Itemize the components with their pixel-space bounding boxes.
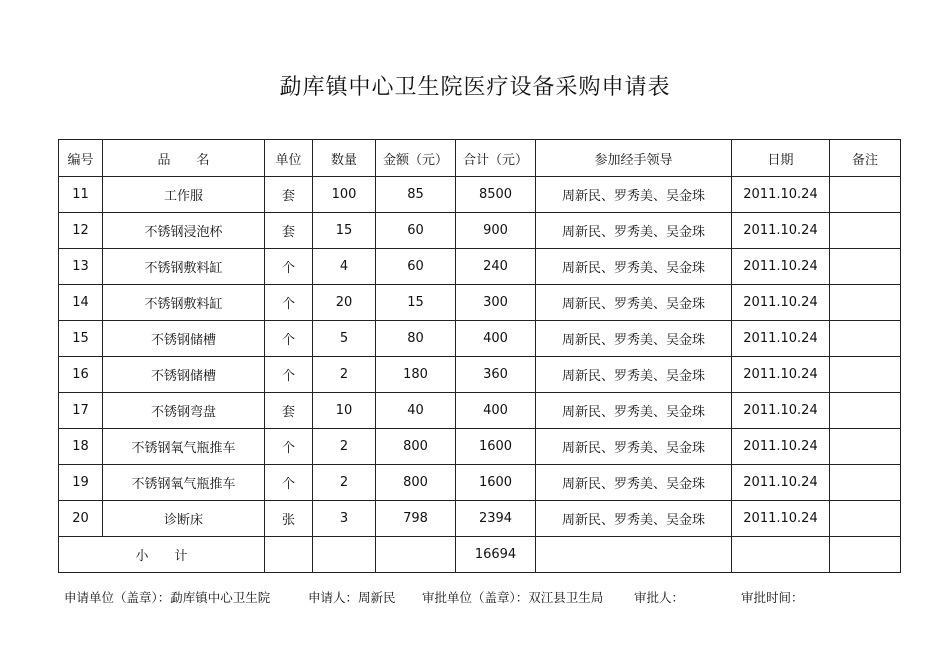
cell-unit: 个 [265, 285, 313, 321]
cell-date: 2011.10.24 [732, 393, 830, 429]
cell-amount: 60 [376, 213, 456, 249]
cell-remarks [830, 357, 901, 393]
cell-leaders: 周新民、罗秀美、吴金珠 [536, 177, 732, 213]
cell-id: 18 [59, 429, 103, 465]
table-row [59, 249, 901, 285]
cell-unit: 个 [265, 357, 313, 393]
cell-item-name: 不锈钢浸泡杯 [103, 213, 265, 249]
cell-total: 240 [456, 249, 536, 285]
cell-item-name: 工作服 [103, 177, 265, 213]
cell-date: 2011.10.24 [732, 177, 830, 213]
subtotal-empty-date [732, 537, 830, 573]
cell-date: 2011.10.24 [732, 429, 830, 465]
cell-remarks [830, 393, 901, 429]
cell-quantity: 4 [313, 249, 376, 285]
cell-id: 12 [59, 213, 103, 249]
cell-amount: 15 [376, 285, 456, 321]
cell-quantity: 20 [313, 285, 376, 321]
approval-time: 审批时间： [741, 590, 804, 605]
cell-item-name: 不锈钢氧气瓶推车 [103, 465, 265, 501]
cell-quantity: 2 [313, 465, 376, 501]
cell-amount: 85 [376, 177, 456, 213]
col-header-date: 日期 [732, 140, 830, 177]
cell-id: 19 [59, 465, 103, 501]
cell-unit: 个 [265, 429, 313, 465]
cell-unit: 个 [265, 321, 313, 357]
cell-remarks [830, 249, 901, 285]
col-header-total: 合计（元） [456, 140, 536, 177]
col-header-amount: 金额（元） [376, 140, 456, 177]
cell-amount: 40 [376, 393, 456, 429]
cell-leaders: 周新民、罗秀美、吴金珠 [536, 429, 732, 465]
cell-amount: 80 [376, 321, 456, 357]
table-row [59, 321, 901, 357]
cell-leaders: 周新民、罗秀美、吴金珠 [536, 213, 732, 249]
cell-unit: 套 [265, 213, 313, 249]
applicant: 申请人：周新民 [308, 590, 396, 605]
cell-leaders: 周新民、罗秀美、吴金珠 [536, 321, 732, 357]
cell-amount: 800 [376, 429, 456, 465]
cell-quantity: 15 [313, 213, 376, 249]
cell-total: 400 [456, 321, 536, 357]
page-title: 勐库镇中心卫生院医疗设备采购申请表 [279, 75, 671, 100]
subtotal-empty-amount [376, 537, 456, 573]
cell-amount: 60 [376, 249, 456, 285]
signature-footer [0, 588, 950, 606]
cell-id: 11 [59, 177, 103, 213]
cell-remarks [830, 213, 901, 249]
cell-quantity: 100 [313, 177, 376, 213]
cell-date: 2011.10.24 [732, 357, 830, 393]
col-header-quantity: 数量 [313, 140, 376, 177]
table-row [59, 465, 901, 501]
cell-quantity: 10 [313, 393, 376, 429]
cell-leaders: 周新民、罗秀美、吴金珠 [536, 393, 732, 429]
cell-quantity: 2 [313, 357, 376, 393]
cell-unit: 套 [265, 177, 313, 213]
purchase-table [58, 139, 901, 573]
table-row [59, 177, 901, 213]
cell-leaders: 周新民、罗秀美、吴金珠 [536, 249, 732, 285]
cell-id: 13 [59, 249, 103, 285]
cell-date: 2011.10.24 [732, 213, 830, 249]
subtotal-empty-leaders [536, 537, 732, 573]
cell-remarks [830, 465, 901, 501]
cell-unit: 张 [265, 501, 313, 537]
cell-quantity: 5 [313, 321, 376, 357]
cell-item-name: 不锈钢敷料缸 [103, 249, 265, 285]
cell-amount: 798 [376, 501, 456, 537]
cell-item-name: 不锈钢储槽 [103, 321, 265, 357]
subtotal-empty-unit [265, 537, 313, 573]
approver: 审批人： [634, 590, 685, 605]
cell-id: 16 [59, 357, 103, 393]
cell-total: 2394 [456, 501, 536, 537]
cell-id: 20 [59, 501, 103, 537]
cell-leaders: 周新民、罗秀美、吴金珠 [536, 501, 732, 537]
cell-quantity: 3 [313, 501, 376, 537]
cell-total: 900 [456, 213, 536, 249]
cell-remarks [830, 501, 901, 537]
cell-total: 400 [456, 393, 536, 429]
cell-leaders: 周新民、罗秀美、吴金珠 [536, 285, 732, 321]
cell-item-name: 不锈钢储槽 [103, 357, 265, 393]
cell-total: 8500 [456, 177, 536, 213]
cell-remarks [830, 321, 901, 357]
cell-leaders: 周新民、罗秀美、吴金珠 [536, 357, 732, 393]
subtotal-value: 16694 [456, 537, 536, 573]
cell-quantity: 2 [313, 429, 376, 465]
subtotal-empty-quantity [313, 537, 376, 573]
cell-leaders: 周新民、罗秀美、吴金珠 [536, 465, 732, 501]
cell-total: 1600 [456, 465, 536, 501]
col-header-id: 编号 [59, 140, 103, 177]
table-row [59, 501, 901, 537]
table-row [59, 285, 901, 321]
cell-date: 2011.10.24 [732, 249, 830, 285]
cell-remarks [830, 285, 901, 321]
table-row [59, 429, 901, 465]
col-header-leaders: 参加经手领导 [536, 140, 732, 177]
cell-id: 14 [59, 285, 103, 321]
cell-item-name: 诊断床 [103, 501, 265, 537]
cell-date: 2011.10.24 [732, 321, 830, 357]
cell-id: 17 [59, 393, 103, 429]
cell-item-name: 不锈钢氧气瓶推车 [103, 429, 265, 465]
subtotal-label: 小 计 [59, 537, 265, 573]
table-row [59, 213, 901, 249]
cell-remarks [830, 429, 901, 465]
col-header-remarks: 备注 [830, 140, 901, 177]
cell-item-name: 不锈钢敷料缸 [103, 285, 265, 321]
cell-unit: 套 [265, 393, 313, 429]
subtotal-empty-remarks [830, 537, 901, 573]
cell-total: 360 [456, 357, 536, 393]
cell-amount: 800 [376, 465, 456, 501]
table-header-row [59, 140, 901, 177]
cell-date: 2011.10.24 [732, 465, 830, 501]
cell-total: 300 [456, 285, 536, 321]
cell-amount: 180 [376, 357, 456, 393]
cell-date: 2011.10.24 [732, 501, 830, 537]
cell-remarks [830, 177, 901, 213]
applicant-unit: 申请单位（盖章）：勐库镇中心卫生院 [64, 590, 271, 605]
table-row [59, 357, 901, 393]
col-header-item-name: 品 名 [103, 140, 265, 177]
col-header-unit: 单位 [265, 140, 313, 177]
cell-date: 2011.10.24 [732, 285, 830, 321]
cell-unit: 个 [265, 465, 313, 501]
cell-total: 1600 [456, 429, 536, 465]
cell-id: 15 [59, 321, 103, 357]
table-row [59, 393, 901, 429]
approval-unit: 审批单位（盖章）：双江县卫生局 [422, 590, 604, 605]
cell-unit: 个 [265, 249, 313, 285]
subtotal-row [59, 537, 901, 573]
cell-item-name: 不锈钢弯盘 [103, 393, 265, 429]
